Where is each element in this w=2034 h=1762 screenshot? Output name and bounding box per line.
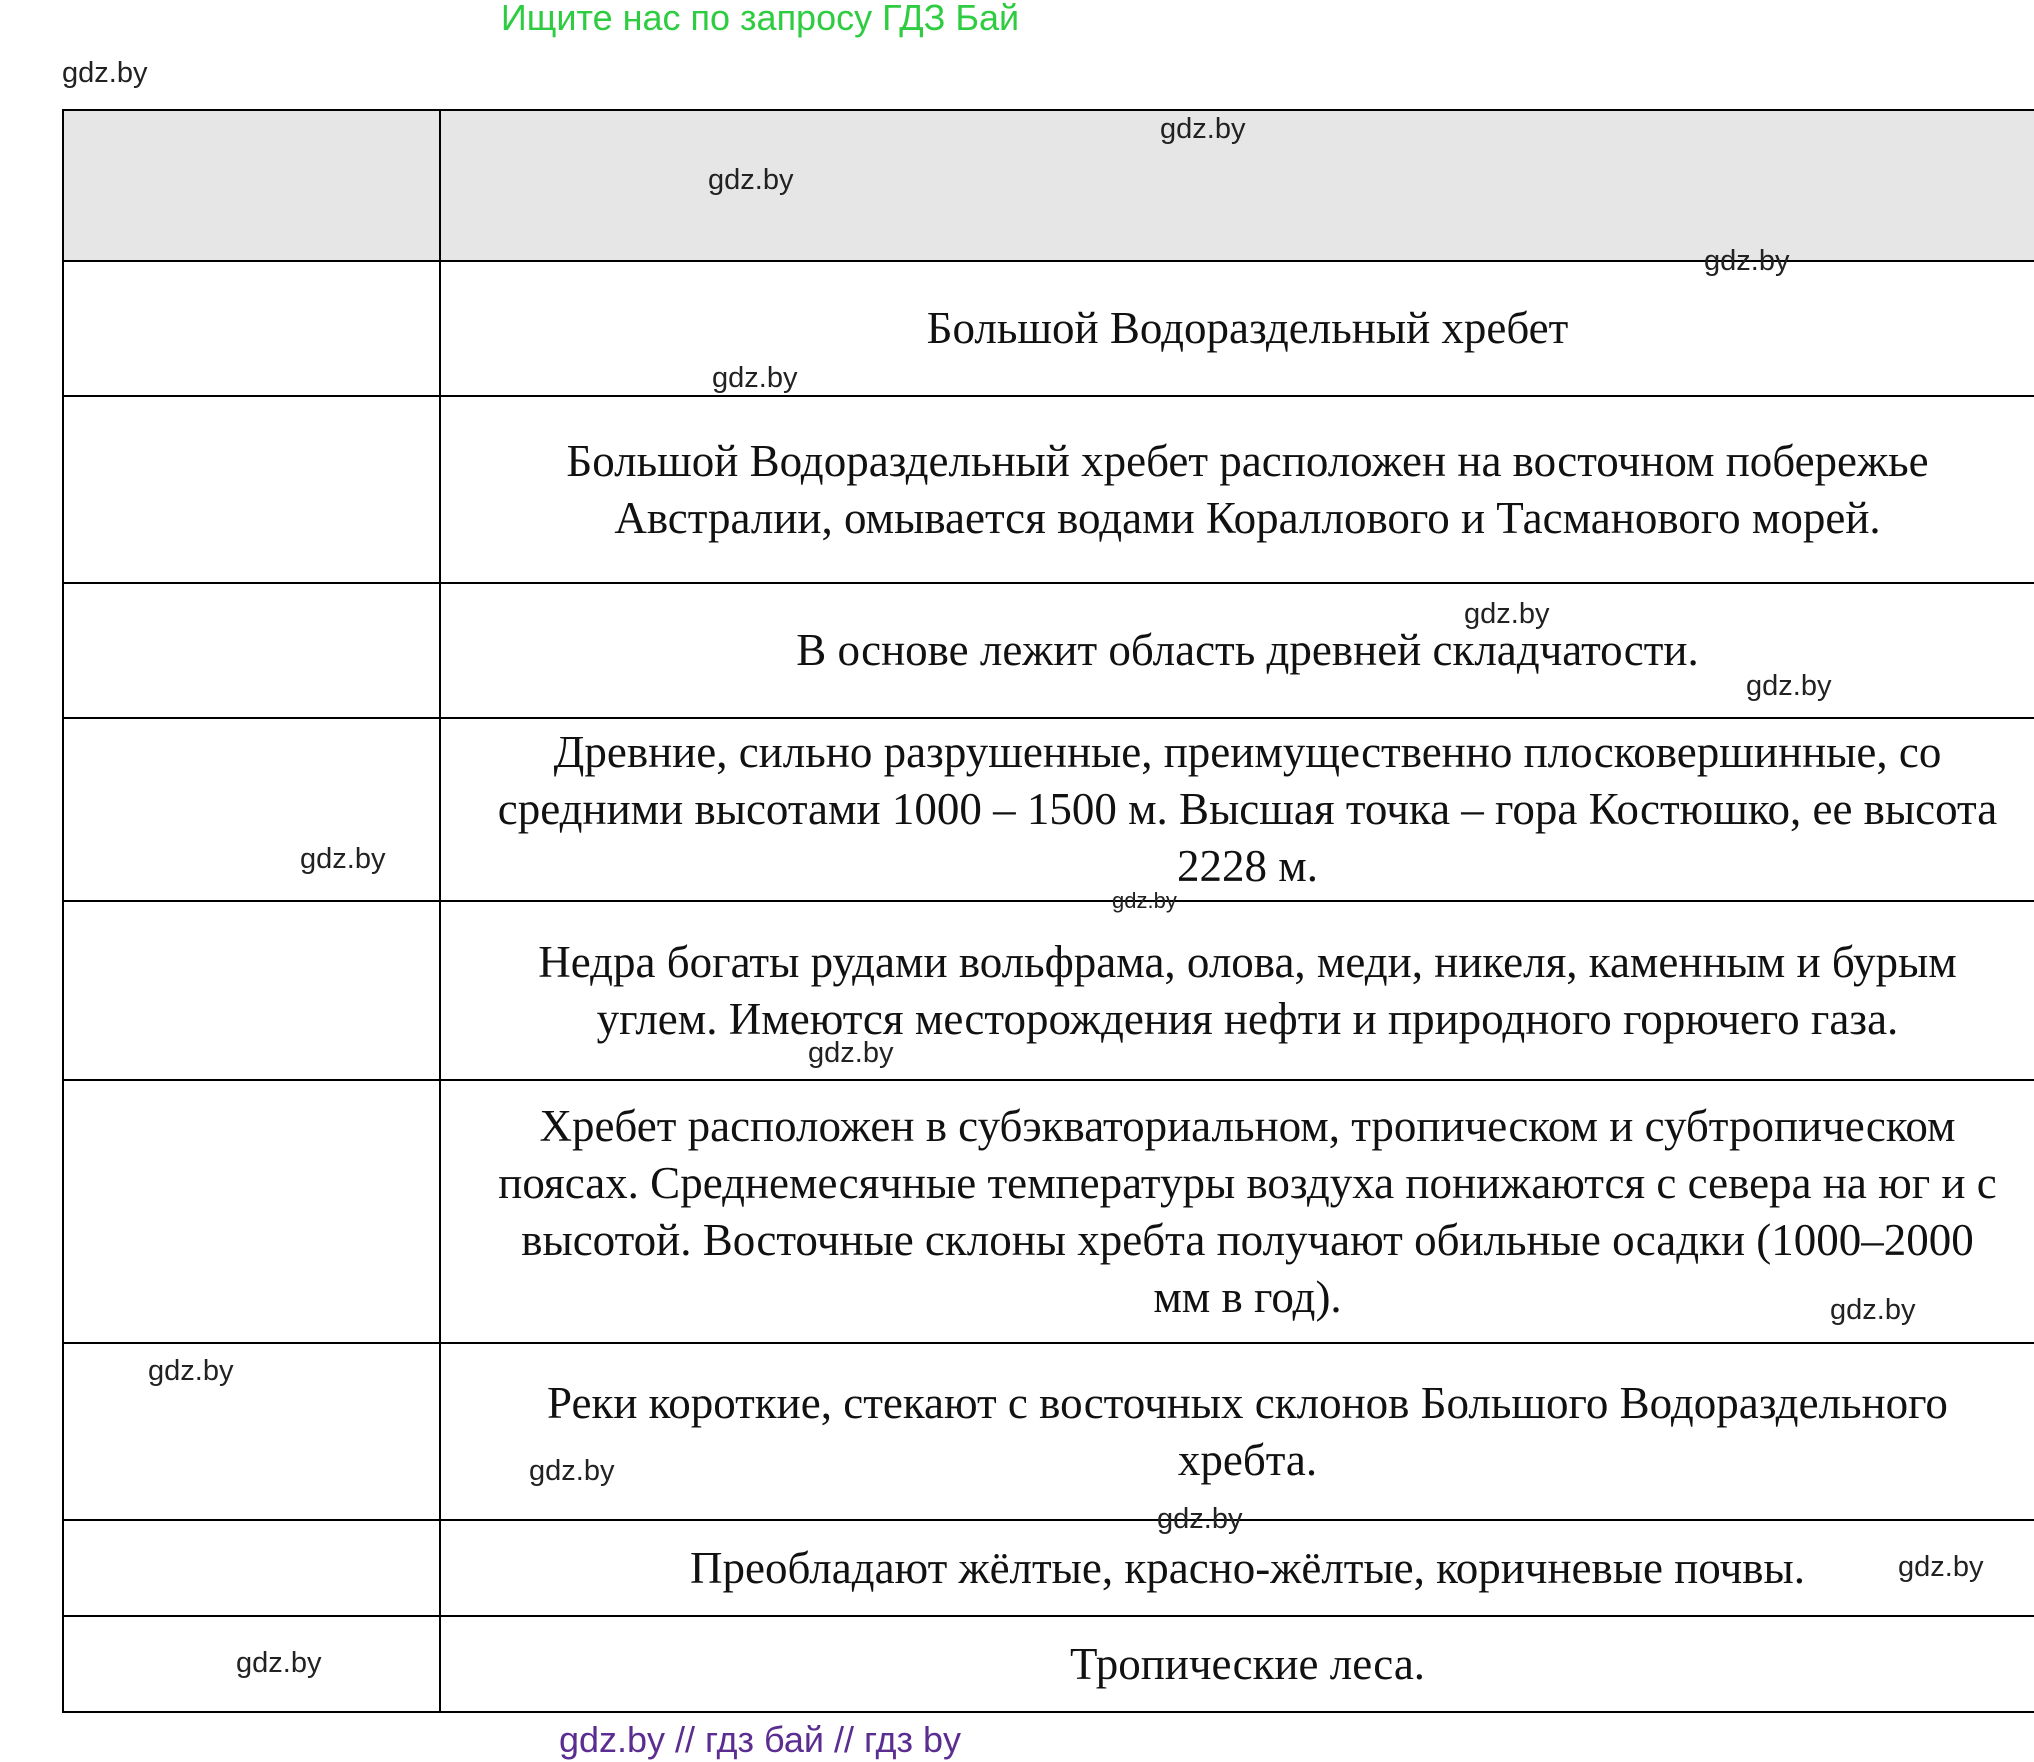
watermark: gdz.by [148, 1355, 234, 1387]
watermark: gdz.by [300, 843, 386, 875]
table-cell-left [64, 262, 441, 395]
watermark: gdz.by [1160, 113, 1246, 145]
table-row [64, 902, 2034, 1081]
cell-text: Преобладают жёлтые, красно-жёлтые, коричневые почвы. [690, 1542, 1805, 1593]
table-cell-right [441, 1617, 2034, 1711]
table-cell-left [64, 1521, 441, 1615]
table-header-row [64, 111, 2034, 262]
table-cell-left [64, 1344, 441, 1519]
watermark: gdz.by [712, 362, 798, 394]
table-cell-right [441, 902, 2034, 1079]
watermark: gdz.by [1704, 245, 1790, 277]
cell-text: Тропические леса. [1069, 1638, 1426, 1689]
cell-text: Большой Водораздельный хребет [926, 303, 1569, 353]
table-cell-left [64, 902, 441, 1079]
watermark: gdz.by [808, 1037, 894, 1069]
watermark: gdz.by [236, 1647, 322, 1679]
table-row [64, 1081, 2034, 1344]
table-row [64, 262, 2034, 397]
watermark: gdz.by [529, 1455, 615, 1487]
table-row [64, 584, 2034, 719]
cell-text: Хребет расположен в субэкваториальном, тропическом и субтропическом поясах. Среднемесячные температуры воздуха понижаются с севера на юг и с высотой. Восточные склоны хребта получают обильные осадки (1000–2000 мм в год). [498, 1100, 1997, 1322]
data-table [62, 109, 2034, 1713]
table-cell-right [441, 719, 2034, 900]
watermark: gdz.by [1157, 1503, 1243, 1535]
watermark: gdz.by [1746, 670, 1832, 702]
watermark: gdz.by [1898, 1551, 1984, 1583]
watermark: gdz.by [62, 57, 148, 89]
search-banner: Ищите нас по запросу ГДЗ Бай [500, 0, 1020, 38]
watermark: gdz.by [1830, 1294, 1916, 1326]
table-cell-right [441, 1081, 2034, 1342]
cell-text: Древние, сильно разрушенные, преимущественно плосковершинные, со средними высотами 1000 – 1500 м. Высшая точка – гора Костюшко, ее высота 2228 м. [497, 727, 1998, 891]
table-cell-right [441, 262, 2034, 395]
cell-text: Реки короткие, стекают с восточных склонов Большого Водораздельного хребта. [547, 1377, 1948, 1485]
table-row [64, 1344, 2034, 1521]
table-row [64, 397, 2034, 584]
table-cell-right [441, 1344, 2034, 1519]
table-cell-left [64, 397, 441, 582]
table-cell-right [441, 397, 2034, 582]
watermark: gdz.by [1464, 598, 1550, 630]
table-cell-left [64, 111, 441, 260]
table-row [64, 1521, 2034, 1617]
cell-text: Большой Водораздельный хребет расположен на восточном побережье Австралии, омывается водами Кораллового и Тасманового морей. [566, 435, 1929, 543]
watermark: gdz.by [708, 164, 794, 196]
watermark: gdz.by [1112, 888, 1177, 913]
table-row [64, 1617, 2034, 1711]
cell-text: Недра богаты рудами вольфрама, олова, меди, никеля, каменным и бурым углем. Имеются месторождения нефти и природного горючего газа. [538, 936, 1957, 1044]
table-cell-left [64, 1081, 441, 1342]
table-cell-left [64, 584, 441, 717]
table-cell-right [441, 1521, 2034, 1615]
cell-text: В основе лежит область древней складчатости. [796, 625, 1699, 675]
footer-text: gdz.by // гдз бай // гдз by [558, 1719, 962, 1760]
